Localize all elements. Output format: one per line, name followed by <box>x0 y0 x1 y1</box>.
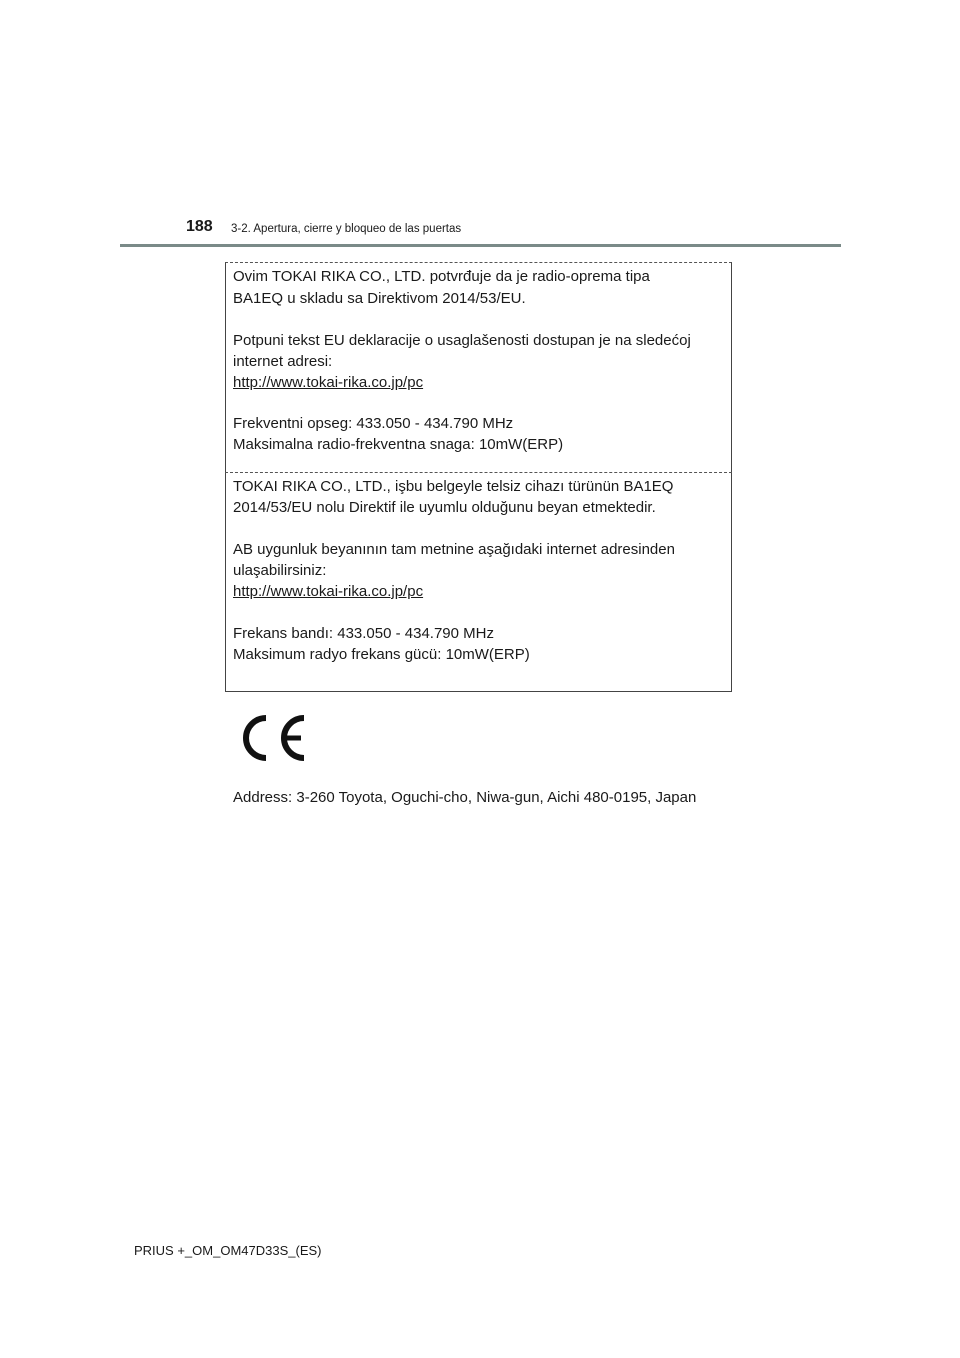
serbian-power: Maksimalna radio-frekventna snaga: 10mW(ERP) <box>233 436 564 453</box>
serbian-line-2: BA1EQ u skladu sa Direktivom 2014/53/EU. <box>233 290 526 307</box>
footer-doc-code: PRIUS +_OM_OM47D33S_(ES) <box>134 1243 322 1258</box>
turkish-line-4: ulaşabilirsiniz: <box>233 562 327 579</box>
serbian-line-3: Potpuni tekst EU deklaracije o usaglašenosti dostupan je na sledećoj <box>233 332 691 349</box>
turkish-link[interactable]: http://www.tokai-rika.co.jp/pc <box>233 583 424 600</box>
serbian-line-1: Ovim TOKAI RIKA CO., LTD. potvrđuje da je radio-oprema tipa <box>233 268 650 285</box>
turkish-line-1: TOKAI RIKA CO., LTD., işbu belgeyle telsiz cihazı türünün BA1EQ <box>233 478 674 495</box>
turkish-line-2: 2014/53/EU nolu Direktif ile uyumlu olduğunu beyan etmektedir. <box>233 499 656 516</box>
turkish-frequency: Frekans bandı: 433.050 - 434.790 MHz <box>233 625 494 642</box>
declaration-divider <box>225 472 732 473</box>
serbian-link[interactable]: http://www.tokai-rika.co.jp/pc <box>233 374 424 391</box>
page-number: 188 <box>186 218 213 235</box>
section-title: 3-2. Apertura, cierre y bloqueo de las puertas <box>231 223 462 235</box>
turkish-power: Maksimum radyo frekans gücü: 10mW(ERP) <box>233 646 530 663</box>
turkish-line-3: AB uygunluk beyanının tam metnine aşağıdaki internet adresinden <box>233 541 675 558</box>
ce-mark-icon <box>238 712 310 764</box>
serbian-line-4: internet adresi: <box>233 353 333 370</box>
address-text: Address: 3-260 Toyota, Oguchi-cho, Niwa-gun, Aichi 480-0195, Japan <box>233 789 697 806</box>
serbian-frequency: Frekventni opseg: 433.050 - 434.790 MHz <box>233 415 514 432</box>
header-rule <box>120 244 841 247</box>
